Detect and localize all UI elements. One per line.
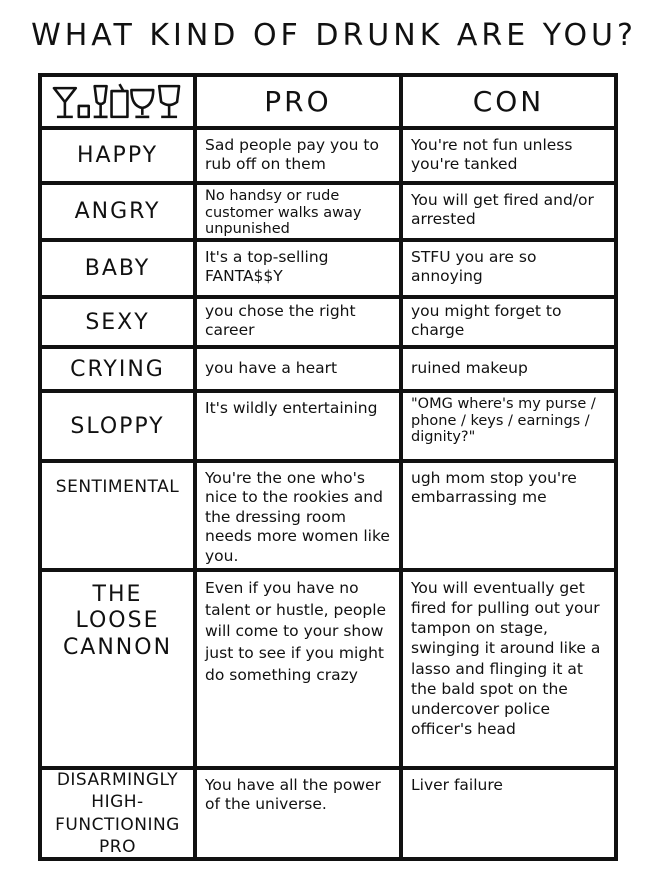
pro-cell: you chose the right career bbox=[205, 302, 356, 340]
pro-cell: Even if you have no talent or hustle, people will come to your show just to see if you might do something crazy bbox=[205, 579, 387, 684]
drunk-type: SENTIMENTAL bbox=[55, 477, 180, 497]
con-header: CON bbox=[472, 85, 545, 118]
con-cell: You will get fired and/or arrested bbox=[411, 191, 594, 229]
drunk-type: DISARMINGLY HIGH-FUNCTIONING PRO bbox=[55, 770, 180, 857]
con-cell: STFU you are so annoying bbox=[411, 248, 537, 286]
drunk-type: HAPPY bbox=[76, 143, 159, 168]
con-cell: You're not fun unless you're tanked bbox=[411, 136, 573, 174]
con-cell: Liver failure bbox=[411, 776, 503, 794]
pro-cell: It's wildly entertaining bbox=[205, 399, 378, 417]
drunk-type: ANGRY bbox=[74, 199, 161, 224]
pro-cell: Sad people pay you to rub off on them bbox=[205, 136, 379, 174]
pro-header: PRO bbox=[264, 85, 332, 118]
drunk-type: SLOPPY bbox=[70, 413, 165, 439]
pro-cell: No handsy or rude customer walks away unpunished bbox=[205, 188, 362, 238]
con-cell: ruined makeup bbox=[411, 359, 528, 378]
con-cell: "OMG where's my purse / phone / keys / earnings / dignity?" bbox=[411, 396, 596, 446]
drunk-type: SEXY bbox=[85, 309, 150, 335]
con-cell: You will eventually get fired for pulling out your tampon on stage, swinging it around like a lasso and flinging it at the bald spot on the undercover police officer's head bbox=[411, 579, 601, 738]
pro-cell: you have a heart bbox=[205, 359, 338, 378]
pro-cell: It's a top-selling FANTA$$Y bbox=[205, 248, 329, 286]
drunk-table bbox=[38, 73, 618, 861]
pro-cell: You have all the power of the universe. bbox=[205, 776, 381, 814]
pro-cell: You're the one who's nice to the rookies and the dressing room needs more women like you. bbox=[205, 469, 390, 565]
page-title: WHAT KIND OF DRUNK ARE YOU? bbox=[31, 18, 637, 53]
drunk-type: THE LOOSE CANNON bbox=[62, 582, 173, 660]
drunk-type: CRYING bbox=[70, 356, 165, 382]
con-cell: you might forget to charge bbox=[411, 302, 562, 340]
glasses-icon bbox=[42, 77, 193, 126]
drunk-type: BABY bbox=[84, 256, 151, 281]
con-cell: ugh mom stop you're embarrassing me bbox=[411, 469, 577, 507]
